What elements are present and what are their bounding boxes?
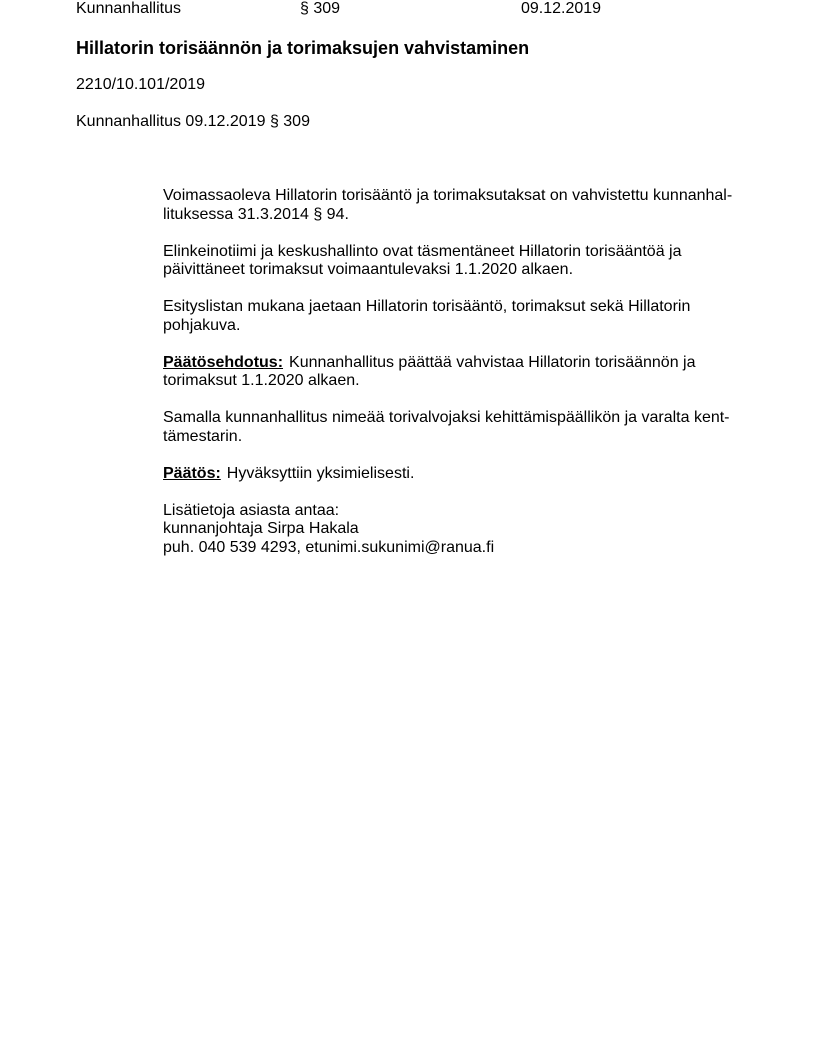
paragraph-line <box>163 465 743 484</box>
paragraph-line: päivittäneet torimaksut voimaantulevaksi 1.1.2020 alkaen. <box>163 261 574 278</box>
paragraph-updates <box>163 243 743 280</box>
record-number: 2210/10.101/2019 <box>76 76 206 93</box>
header-date: 09.12.2019 <box>521 0 602 17</box>
proposal-text: Kunnanhallitus päättää vahvistaa Hillatorin torisäännön ja <box>289 353 696 371</box>
decision-label: Päätös: <box>163 464 221 482</box>
contact-details: puh. 040 539 4293, etunimi.sukunimi@ranua.fi <box>163 538 495 556</box>
paragraph-line: Elinkeinotiimi ja keskushallinto ovat täsmentäneet Hillatorin torisääntöä ja <box>163 242 682 260</box>
decision-text: Hyväksyttiin yksimielisesti. <box>226 464 415 482</box>
meeting-reference: Kunnanhallitus 09.12.2019 § 309 <box>76 113 310 130</box>
paragraph-current-rules <box>163 187 743 224</box>
contact-intro: Lisätietoja asiasta antaa: <box>163 501 340 519</box>
header-body-name: Kunnanhallitus <box>76 0 181 17</box>
proposal-label: Päätösehdotus: <box>163 353 284 371</box>
paragraph-line: lituksessa 31.3.2014 § 94. <box>163 205 349 223</box>
header-section-number: § 309 <box>300 0 341 17</box>
paragraph-decision <box>163 465 743 484</box>
paragraph-line: Voimassaoleva Hillatorin torisääntö ja torimaksutaksat on vahvistettu kunnanhal- <box>163 187 733 204</box>
paragraph-line: Esityslistan mukana jaetaan Hillatorin torisääntö, torimaksut sekä Hillatorin <box>163 298 691 315</box>
paragraph-attachments <box>163 298 743 335</box>
paragraph-line: torimaksut 1.1.2020 alkaen. <box>163 372 360 389</box>
paragraph-line: Samalla kunnanhallitus nimeää torivalvojaksi kehittämispäällikön ja varalta kent- <box>163 409 730 426</box>
paragraph-line <box>163 354 743 373</box>
paragraph-proposal <box>163 354 743 391</box>
paragraph-contact <box>163 502 743 558</box>
contact-person: kunnanjohtaja Sirpa Hakala <box>163 520 359 537</box>
paragraph-appointment <box>163 409 743 446</box>
paragraph-line: pohjakuva. <box>163 316 241 334</box>
page-header <box>76 0 776 20</box>
document-body <box>163 187 743 576</box>
document-title: Hillatorin torisäännön ja torimaksujen vahvistaminen <box>76 38 530 58</box>
paragraph-line: tämestarin. <box>163 427 243 445</box>
